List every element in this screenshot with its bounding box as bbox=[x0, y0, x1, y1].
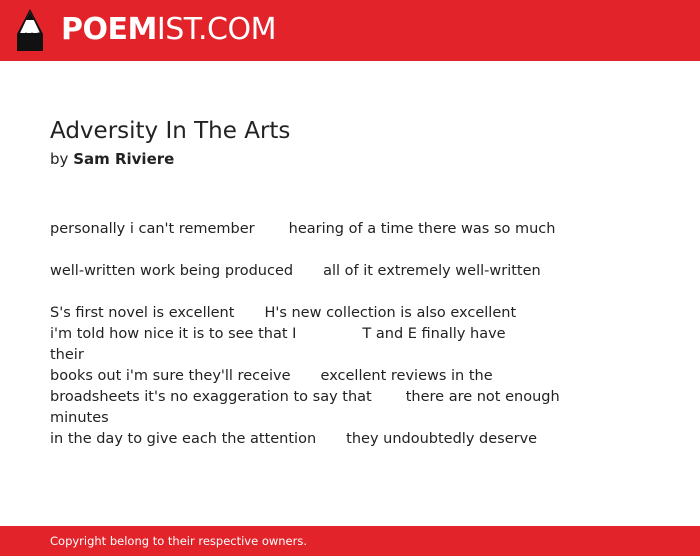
by-label: by bbox=[50, 150, 69, 168]
poem-line-segment: i'm told how nice it is to see that I bbox=[50, 326, 297, 342]
poem-line-segment: their bbox=[50, 347, 84, 363]
stanza bbox=[50, 219, 610, 240]
byline bbox=[50, 149, 174, 169]
poem-line-segment: hearing of a time there was so much bbox=[288, 221, 556, 237]
poem-line-segment: H's new collection is also excellent bbox=[264, 305, 517, 321]
poem-line-segment: excellent reviews in the bbox=[320, 368, 493, 384]
poem-line-segment: broadsheets it's no exaggeration to say that bbox=[50, 389, 372, 405]
site-logo[interactable] bbox=[61, 12, 276, 48]
poem-line-segment: books out i'm sure they'll receive bbox=[50, 368, 291, 384]
poem-line-segment: personally i can't remember bbox=[50, 221, 255, 237]
logo-light-text: IST.COM bbox=[156, 12, 276, 47]
stanza bbox=[50, 261, 610, 282]
poem-line bbox=[50, 219, 610, 240]
poem-line bbox=[50, 345, 610, 366]
pencil-tip-icon[interactable] bbox=[16, 9, 44, 53]
poem-line bbox=[50, 261, 610, 282]
poem-line bbox=[50, 408, 610, 429]
site-footer bbox=[0, 526, 700, 556]
stanza bbox=[50, 303, 610, 450]
poem-line-segment: well-written work being produced bbox=[50, 263, 294, 279]
poem-title: Adversity In The Arts bbox=[50, 118, 291, 144]
poem-line-segment: they undoubtedly deserve bbox=[346, 431, 538, 447]
poem-line-segment: all of it extremely well-written bbox=[323, 263, 541, 279]
poem-line-segment: in the day to give each the attention bbox=[50, 431, 317, 447]
author-name: Sam Riviere bbox=[73, 150, 175, 168]
poem-body bbox=[50, 219, 610, 471]
poem-line-segment: T and E finally have bbox=[362, 326, 506, 342]
copyright-notice: Copyright belong to their respective owners. bbox=[50, 534, 308, 548]
poem-line bbox=[50, 324, 610, 345]
poem-line bbox=[50, 387, 610, 408]
poem-line-segment: S's first novel is excellent bbox=[50, 305, 235, 321]
poem-line-segment: minutes bbox=[50, 410, 109, 426]
logo-bold-text: POEM bbox=[61, 12, 157, 47]
site-header bbox=[0, 0, 700, 61]
poem-line bbox=[50, 303, 610, 324]
poem-line-segment: there are not enough bbox=[405, 389, 560, 405]
poem-line bbox=[50, 366, 610, 387]
poem-line bbox=[50, 429, 610, 450]
